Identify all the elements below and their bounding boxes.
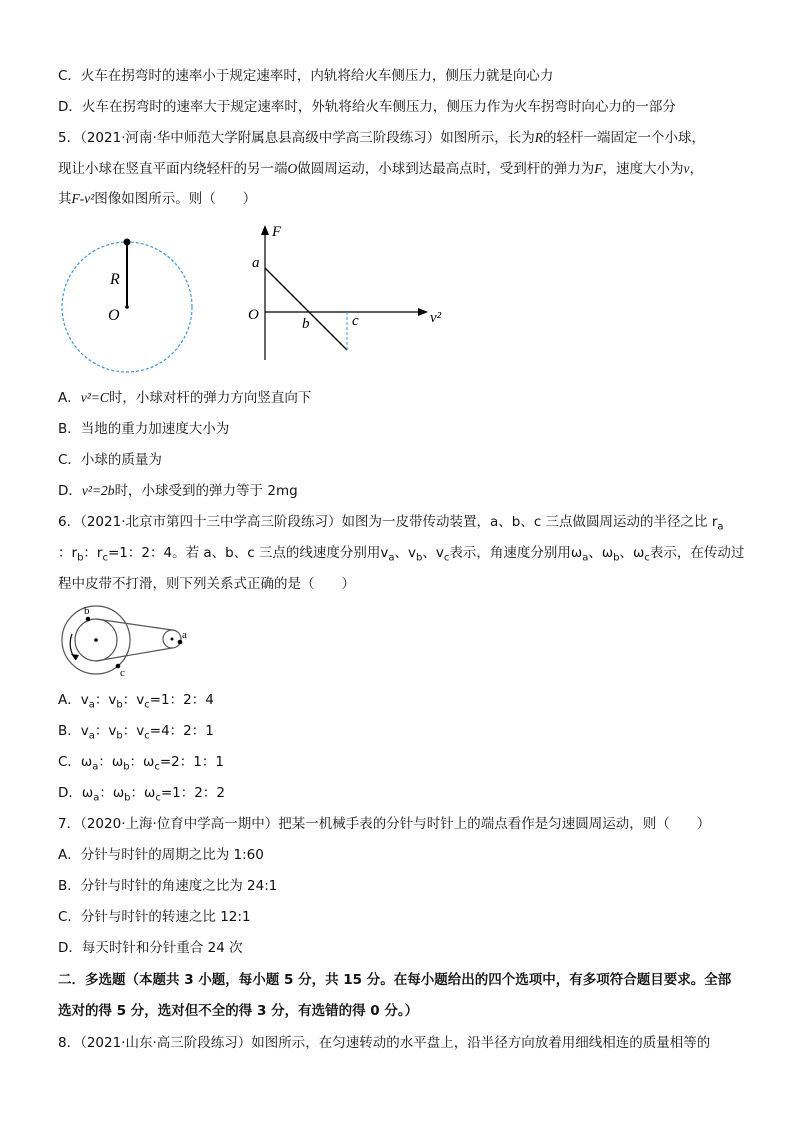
q6-text: =1：2：4。若 a、b、c 三点的线速度分别用v	[107, 545, 389, 561]
f-axis-arrow	[261, 225, 269, 235]
q6-subscript: c	[102, 552, 108, 564]
q7-stem: 7．（2020·上海·位育中学高一期中）把某一机械手表的分针与时针上的端点看作是匀速圆周运动，则（ ）	[58, 816, 711, 832]
q6-text: ：r	[58, 545, 78, 561]
q5-text: A．	[58, 390, 81, 406]
q5-text: 的轻杆一端固定一个小球，	[543, 130, 706, 146]
label-b: b	[302, 316, 310, 332]
q6-text: ：ω	[129, 754, 155, 770]
q5-fv2-graph	[240, 220, 450, 365]
q6-text: =1：2：2	[160, 785, 225, 801]
q6-text: ：ω	[130, 785, 156, 801]
q6-subscript: b	[124, 792, 131, 804]
q6-stem-line2	[58, 543, 744, 569]
q5-text: ，速度大小为	[602, 161, 684, 177]
label-c: c	[352, 313, 359, 329]
q6-subscript: b	[116, 699, 123, 711]
label-o: O	[108, 307, 120, 324]
q6-subscript: b	[77, 552, 84, 564]
q6-stem-line1	[58, 512, 724, 538]
q6-text: 、ω	[619, 545, 645, 561]
q5-option-c: C．小球的质量为	[58, 452, 162, 468]
label-a: a	[252, 255, 260, 271]
q6-subscript: c	[443, 552, 450, 564]
q5-text: D．	[58, 483, 82, 499]
q6-subscript: a	[93, 792, 100, 804]
q5-circle-figure	[58, 226, 208, 376]
q6-subscript: b	[613, 552, 620, 564]
belt-bottom	[96, 648, 172, 661]
q6-subscript: a	[88, 699, 95, 711]
q6-subscript: b	[116, 730, 123, 742]
q6-text: 表示，角速度分别用ω	[449, 545, 583, 561]
q5-stem-line1	[58, 128, 705, 148]
q5-symbol-fv2: F-v²	[71, 191, 95, 206]
q6-option-b	[58, 721, 214, 747]
q6-text: ：v	[94, 692, 117, 708]
q6-subscript: c	[155, 792, 161, 804]
q4-option-d: D．火车在拐弯时的速率大于规定速率时，外轨将给火车侧压力，侧压力作为火车拐弯时向心力的一部分	[58, 99, 676, 115]
q6-stem-line3: 程中皮带不打滑，则下列关系式正确的是（ ）	[58, 576, 355, 592]
q6-text: C．ω	[58, 754, 93, 770]
q5-text: 时，小球对杆的弹力方向竖直向下	[108, 390, 312, 406]
q5-symbol-f: F	[594, 161, 603, 176]
q6-subscript: a	[88, 730, 95, 742]
q6-subscript: a	[388, 552, 395, 564]
q5-text: 5．（2021·河南·华中师范大学附属息县高级中学高三阶段练习）如图所示，长为	[58, 130, 535, 146]
q5-text: 做圆周运动，小球到达最高点时，受到杆的弹力为	[297, 161, 595, 177]
q5-symbol-v: v	[683, 161, 690, 176]
label-f: F	[272, 224, 282, 240]
q6-text: B．v	[58, 723, 89, 739]
v2-axis-arrow	[418, 308, 428, 316]
q6-text: =1：2：4	[149, 692, 214, 708]
q6-option-c	[58, 752, 224, 778]
label-v2: v²	[430, 310, 442, 326]
q6-text: ：v	[122, 692, 145, 708]
label-a: a	[182, 629, 187, 641]
q6-subscript: a	[582, 552, 589, 564]
pivot-dot	[125, 305, 129, 309]
q6-text: ：r	[83, 545, 103, 561]
q5-option-d	[58, 481, 298, 501]
q4-option-c: C．火车在拐弯时的速率小于规定速率时，内轨将给火车侧压力，侧压力就是向心力	[58, 68, 554, 84]
q6-subscript: c	[154, 761, 160, 773]
q5-text: ，	[689, 161, 703, 177]
q6-text: 、v	[394, 545, 417, 561]
small-wheel-center	[171, 638, 174, 641]
q6-subscript: a	[92, 761, 99, 773]
q5-symbol-r: R	[534, 130, 544, 145]
belt-top	[96, 619, 172, 630]
q7-option-c: C．分针与时针的转速之比 12:1	[58, 909, 251, 925]
label-axis-o: O	[248, 307, 259, 323]
q5-text: 其	[58, 191, 72, 207]
q6-text: ：v	[94, 723, 117, 739]
ball-dot	[124, 239, 131, 246]
q6-text: =2：1：1	[159, 754, 224, 770]
q6-text: D．ω	[58, 785, 94, 801]
section-2-heading: 二．多选题（本题共 3 小题，每小题 5 分，共 15 分。在每小题给出的四个选项中，有多项符合题目要求。全部	[58, 972, 732, 988]
q5-stem-line3	[58, 189, 256, 209]
fv2-line	[265, 268, 347, 350]
label-b: b	[84, 605, 90, 617]
q6-subscript: c	[644, 552, 650, 564]
q6-subscript: b	[123, 761, 130, 773]
q8-stem: 8．（2021·山东·高三阶段练习）如图所示，在匀速转动的水平盘上，沿半径方向放着用细线相连的质量相等的	[58, 1035, 711, 1051]
q5-text: 现让小球在竖直平面内绕轻杆的另一端	[58, 161, 288, 177]
big-wheel-center	[94, 638, 98, 642]
point-b	[86, 617, 91, 622]
q5-text: 时，小球受到的弹力等于 2mg	[114, 483, 298, 499]
q5-math: v²=C	[80, 390, 109, 405]
q6-subscript: a	[717, 521, 724, 533]
label-r: R	[110, 271, 120, 288]
q7-option-b: B．分针与时针的角速度之比为 24:1	[58, 878, 278, 894]
q5-symbol-o: O	[287, 161, 298, 176]
q6-belt-figure	[54, 602, 194, 678]
q5-stem-line2	[58, 159, 703, 179]
q6-text: =4：2：1	[149, 723, 214, 739]
q6-text: ：ω	[99, 785, 125, 801]
q6-text: 、v	[422, 545, 444, 561]
q6-text: 6．（2021·北京市第四十三中学高三阶段练习）如图为一皮带传动装置，a、b、c 三点做圆周运动的半径之比 r	[58, 514, 718, 530]
q6-text: 表示，在传动过	[649, 545, 745, 561]
q6-text: 、ω	[588, 545, 614, 561]
q5-text: 图像如图所示。则（ ）	[94, 191, 257, 207]
q6-text: A．v	[58, 692, 89, 708]
q6-subscript: c	[144, 730, 150, 742]
q7-option-a: A．分针与时针的周期之比为 1:60	[58, 847, 264, 863]
q7-option-d: D．每天时针和分针重合 24 次	[58, 940, 243, 956]
q6-subscript: c	[144, 699, 150, 711]
q6-option-d	[58, 783, 225, 809]
label-c: c	[120, 667, 125, 678]
q5-option-a	[58, 388, 311, 408]
q6-option-a	[58, 690, 214, 716]
section-2-heading-line2: 选对的得 5 分，选对但不全的得 3 分，有选错的得 0 分。）	[58, 1003, 419, 1019]
q6-text: ：ω	[98, 754, 124, 770]
q5-math: v²=2b	[81, 483, 115, 498]
q6-subscript: b	[416, 552, 423, 564]
q6-text: ：v	[122, 723, 145, 739]
q5-option-b: B．当地的重力加速度大小为	[58, 421, 230, 437]
